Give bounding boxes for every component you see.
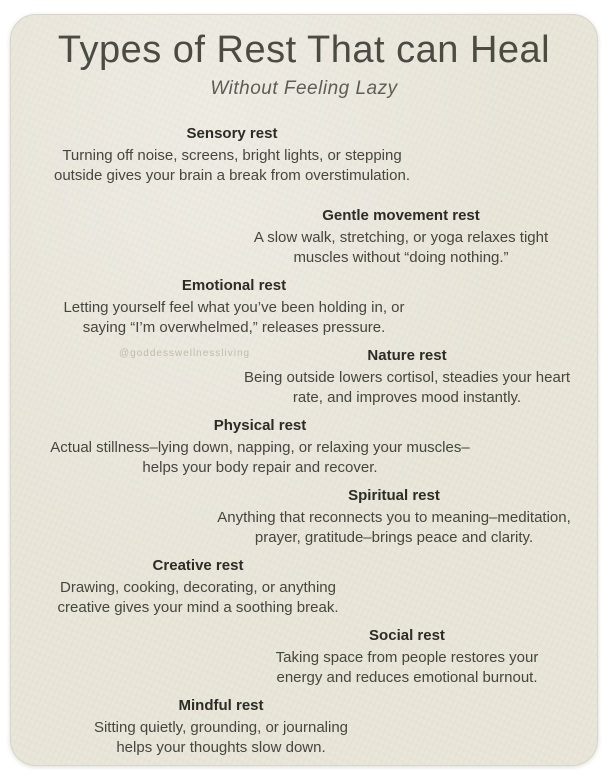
section-line: prayer, gratitude–brings peace and clarity.: [254, 529, 534, 546]
section-line: outside gives your brain a break from overstimulation.: [53, 167, 411, 184]
section-line: helps your body repair and recover.: [142, 459, 378, 476]
section-line: rate, and improves mood instantly.: [292, 389, 522, 406]
section-line: Actual stillness–lying down, napping, or relaxing your muscles–: [50, 439, 470, 456]
section-physical-rest: [50, 417, 469, 478]
section-line: Taking space from people restores your: [275, 649, 539, 666]
section-emotional-rest: [63, 277, 404, 338]
section-line: Being outside lowers cortisol, steadies your heart: [243, 369, 571, 386]
section-line: Drawing, cooking, decorating, or anything: [59, 579, 336, 596]
section-title: Mindful rest: [178, 697, 264, 714]
section-title: Creative rest: [152, 557, 244, 574]
page-subtitle: Without Feeling Lazy: [210, 78, 398, 99]
section-line: muscles without “doing nothing.”: [293, 249, 509, 266]
section-sensory-rest: [54, 125, 410, 186]
section-line: Turning off noise, screens, bright lights, or stepping: [62, 147, 402, 164]
infographic-card: [10, 14, 598, 766]
section-spiritual-rest: [217, 487, 571, 548]
section-title: Nature rest: [367, 347, 447, 364]
section-mindful-rest: [94, 697, 348, 758]
section-title: Spiritual rest: [348, 487, 440, 504]
section-title: Social rest: [369, 627, 445, 644]
section-title: Emotional rest: [181, 277, 287, 294]
section-title: Physical rest: [213, 417, 307, 434]
section-creative-rest: [58, 557, 339, 618]
section-title: Sensory rest: [186, 125, 278, 142]
watermark: @goddesswellnessliving: [119, 348, 251, 359]
section-line: creative gives your mind a soothing break.: [57, 599, 339, 616]
section-line: A slow walk, stretching, or yoga relaxes tight: [253, 229, 549, 246]
section-line: energy and reduces emotional burnout.: [276, 669, 538, 686]
page-title: Types of Rest That can Heal: [57, 29, 551, 71]
section-line: saying “I’m overwhelmed,” releases pressure.: [82, 319, 386, 336]
section-line: Anything that reconnects you to meaning–meditation,: [217, 509, 571, 526]
section-title: Gentle movement rest: [322, 207, 480, 224]
section-line: Letting yourself feel what you’ve been holding in, or: [63, 299, 405, 316]
section-line: Sitting quietly, grounding, or journaling: [93, 719, 349, 736]
section-line: helps your thoughts slow down.: [116, 739, 326, 756]
section-nature-rest: [244, 347, 570, 408]
section-social-rest: [276, 627, 539, 688]
section-gentle-movement-rest: [254, 207, 548, 268]
